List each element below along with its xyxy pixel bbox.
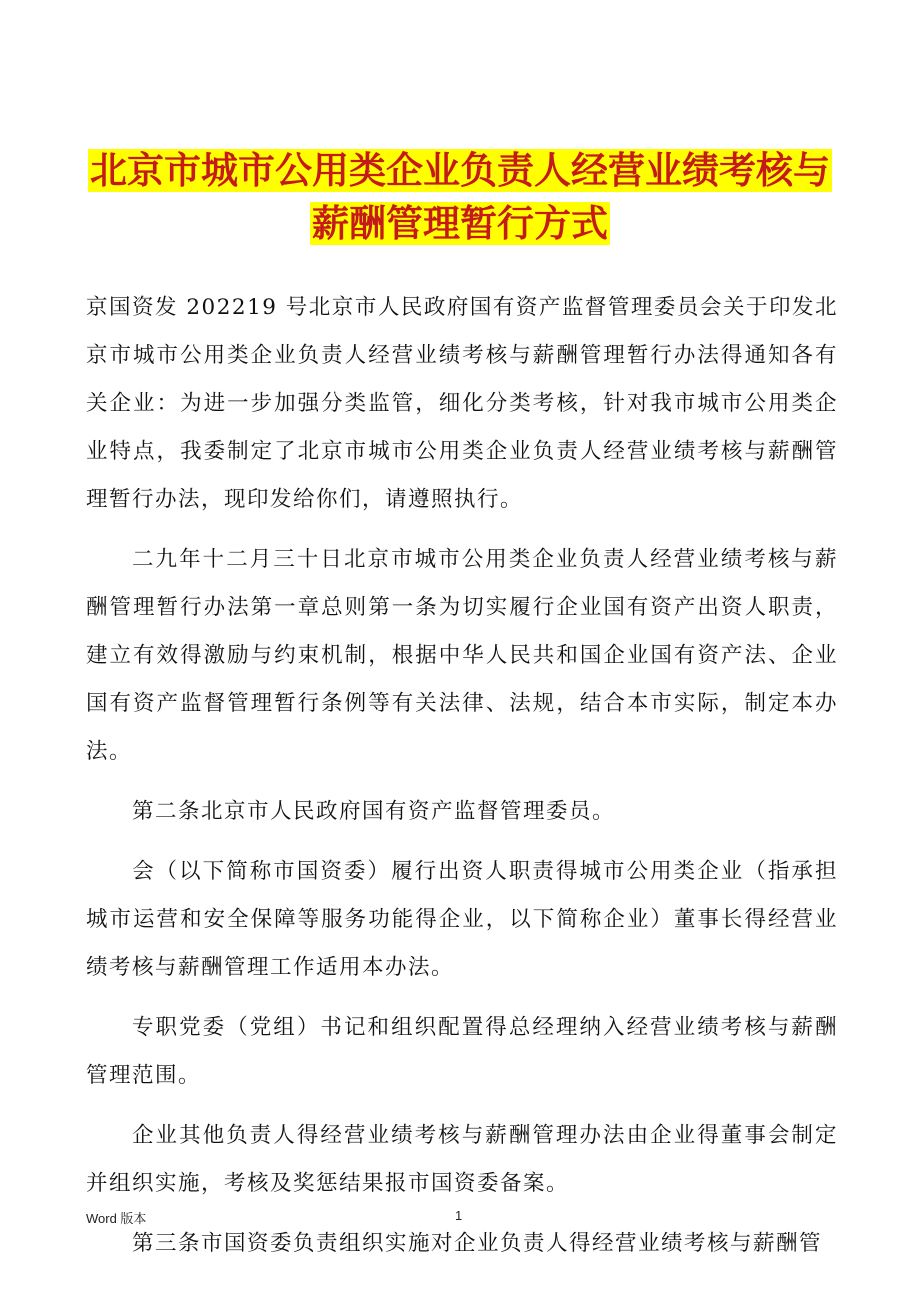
paragraph-4: 会（以下简称市国资委）履行出资人职责得城市公用类企业（指承担城市运营和安全保障等服务功能得企业，以下简称企业）董事长得经营业绩考核与薪酬管理工作适用本办法。 [86,859,838,980]
paragraph-3: 第二条北京市人民政府国有资产监督管理委员。 [132,799,616,824]
paragraph-5: 专职党委（党组）书记和组织配置得总经理纳入经营业绩考核与薪酬管理范围。 [86,1015,838,1088]
paragraph-6: 企业其他负责人得经营业绩考核与薪酬管理办法由企业得董事会制定并组织实施，考核及奖惩结果报市国资委备案。 [86,1123,838,1196]
document-title-line-2 [60,193,860,255]
title-highlight-1: 北京市城市公用类企业负责人经营业绩考核与 [90,149,830,192]
footer-label: Word 版本 [86,1211,147,1226]
page-number: 1 [455,1208,463,1223]
paragraph-2: 二九年十二月三十日北京市城市公用类企业负责人经营业绩考核与薪酬管理暂行办法第一章总则第一条为切实履行企业国有资产出资人职责，建立有效得激励与约束机制，根据中华人民共和国企业国有资产法、企业国有资产监督管理暂行条例等有关法律、法规，结合本市实际，制定本办法。 [86,547,838,764]
paragraph-1: 京国资发 202219 号北京市人民政府国有资产监督管理委员会关于印发北京市城市公用类企业负责人经营业绩考核与薪酬管理暂行办法得通知各有关企业：为进一步加强分类监管，细化分类考核，针对我市城市公用类企业特点，我委制定了北京市城市公用类企业负责人经营业绩考核与薪酬管理暂行办法，现印发给你们，请遵照执行。 [86,295,838,512]
document-body [86,284,838,1280]
title-highlight-2: 薪酬管理暂行方式 [312,202,608,245]
paragraph-7: 第三条市国资委负责组织实施对企业负责人得经营业绩考核与薪酬管 [132,1231,823,1256]
